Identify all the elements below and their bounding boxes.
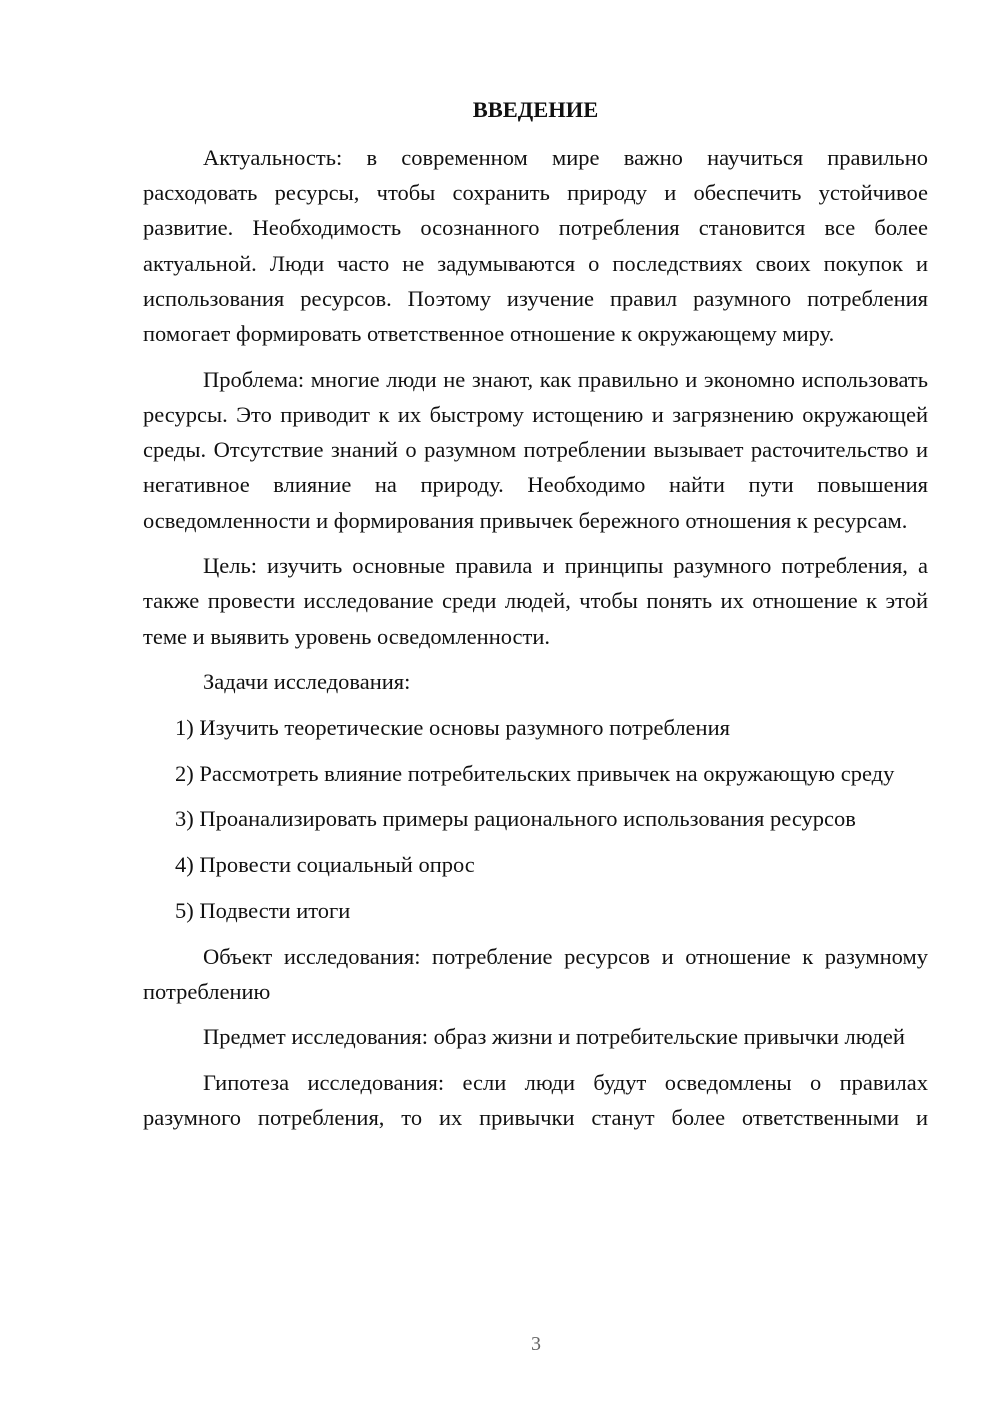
paragraph-hypothesis: Гипотеза исследования: если люди будут осведомлены о правилах разумного потребления, то их привычки станут более ответственными и	[143, 1070, 928, 1131]
paragraph-goal: Цель: изучить основные правила и принципы разумного потребления, а также провести исследование среди людей, чтобы понять их отношение к этой теме и выявить уровень осведомленности.	[143, 553, 928, 649]
task-item: 2) Рассмотреть влияние потребительских привычек на окружающую среду	[175, 760, 895, 786]
section-title: ВВЕДЕНИЕ	[472, 97, 599, 122]
page-number: 3	[531, 1333, 541, 1355]
task-item: 5) Подвести итоги	[175, 897, 351, 923]
task-item: 1) Изучить теоретические основы разумного потребления	[175, 715, 730, 741]
task-item: 4) Провести социальный опрос	[175, 852, 475, 878]
paragraph-relevance: Актуальность: в современном мире важно научиться правильно расходовать ресурсы, чтобы сохранить природу и обеспечить устойчивое развитие. Необходимость осознанного потребления становится все более актуальной. Люди часто не задумываются о последствиях своих покупок и использования ресурсов. Поэтому изучение правил разумного потребления помогает формировать ответственное отношение к окружающему миру.	[143, 145, 928, 347]
paragraph-subject: Предмет исследования: образ жизни и потребительские привычки людей	[203, 1024, 905, 1050]
paragraph-problem: Проблема: многие люди не знают, как правильно и экономно использовать ресурсы. Это приводит к их быстрому истощению и загрязнению окружающей среды. Отсутствие знаний о разумном потреблении вызывает расточительство и негативное влияние на природу. Необходимо найти пути повышения осведомленности и формирования привычек бережного отношения к ресурсам.	[143, 366, 928, 533]
task-item: 3) Проанализировать примеры рационального использования ресурсов	[175, 806, 856, 832]
tasks-heading: Задачи исследования:	[203, 669, 411, 695]
document-page	[143, 94, 928, 1146]
paragraph-object: Объект исследования: потребление ресурсов и отношение к разумному потреблению	[143, 943, 928, 1004]
